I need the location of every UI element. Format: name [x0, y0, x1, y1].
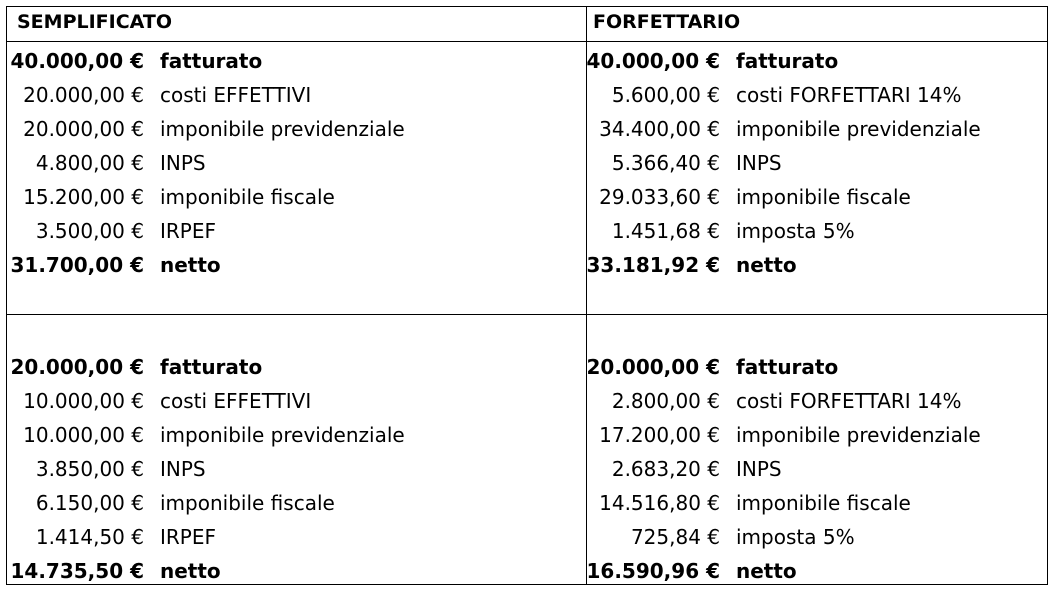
amount-value: 6.150,00 €: [35, 491, 144, 515]
amount-value: 14.516,80 €: [599, 491, 720, 515]
table-row: [583, 486, 1043, 520]
amount-value: 5.600,00 €: [611, 83, 720, 107]
amount-value: 16.590,96 €: [586, 559, 720, 583]
row-label: INPS: [736, 151, 782, 175]
table-row: [7, 384, 567, 418]
amount-value: 15.200,00 €: [23, 185, 144, 209]
row-label: costi EFFETTIVI: [160, 83, 312, 107]
header-semplificato: SEMPLIFICATO: [17, 11, 173, 33]
table-row: [583, 418, 1043, 452]
row-label: INPS: [736, 457, 782, 481]
table-row: [7, 180, 567, 214]
amount-value: 10.000,00 €: [23, 389, 144, 413]
row-label: netto: [160, 559, 221, 583]
amount-value: 40.000,00 €: [586, 49, 720, 73]
row-label: imponibile fiscale: [160, 185, 335, 209]
block-forfettario-40000: [583, 44, 1043, 282]
amount-value: 1.451,68 €: [611, 219, 720, 243]
row-label: costi EFFETTIVI: [160, 389, 312, 413]
block-forfettario-20000: [583, 350, 1043, 588]
amount-value: 2.800,00 €: [611, 389, 720, 413]
amount-value: 40.000,00 €: [10, 49, 144, 73]
section-divider: [7, 314, 1047, 315]
row-label: costi FORFETTARI 14%: [736, 83, 962, 107]
table-row: [7, 350, 567, 384]
amount-value: 2.683,20 €: [611, 457, 720, 481]
row-label: INPS: [160, 151, 206, 175]
row-label: imposta 5%: [736, 525, 855, 549]
row-label: imponibile fiscale: [736, 185, 911, 209]
amount-value: 20.000,00 €: [23, 83, 144, 107]
comparison-table: [6, 6, 1048, 585]
table-row: [7, 78, 567, 112]
table-row: [583, 350, 1043, 384]
row-label: IRPEF: [160, 219, 216, 243]
amount-value: 31.700,00 €: [10, 253, 144, 277]
block-semplificato-20000: [7, 350, 567, 588]
table-row: [583, 44, 1043, 78]
amount-value: 4.800,00 €: [35, 151, 144, 175]
row-label: netto: [736, 253, 797, 277]
table-row: [7, 520, 567, 554]
amount-value: 3.500,00 €: [35, 219, 144, 243]
amount-value: 20.000,00 €: [23, 117, 144, 141]
table-row: [7, 418, 567, 452]
table-row: [583, 554, 1043, 588]
row-label: imponibile fiscale: [160, 491, 335, 515]
amount-value: 10.000,00 €: [23, 423, 144, 447]
row-label: IRPEF: [160, 525, 216, 549]
table-row: [583, 180, 1043, 214]
row-label: fatturato: [160, 49, 263, 73]
table-row: [583, 452, 1043, 486]
table-row: [7, 486, 567, 520]
row-label: imponibile previdenziale: [160, 117, 405, 141]
row-label: netto: [160, 253, 221, 277]
amount-value: 34.400,00 €: [599, 117, 720, 141]
table-row: [7, 146, 567, 180]
header-divider: [7, 41, 1047, 42]
amount-value: 1.414,50 €: [35, 525, 144, 549]
row-label: fatturato: [160, 355, 263, 379]
table-row: [583, 248, 1043, 282]
table-row: [7, 214, 567, 248]
table-row: [583, 214, 1043, 248]
table-row: [7, 112, 567, 146]
row-label: imposta 5%: [736, 219, 855, 243]
table-row: [7, 452, 567, 486]
amount-value: 17.200,00 €: [599, 423, 720, 447]
row-label: imponibile previdenziale: [736, 117, 981, 141]
row-label: imponibile fiscale: [736, 491, 911, 515]
amount-value: 5.366,40 €: [611, 151, 720, 175]
table-row: [7, 554, 567, 588]
row-label: imponibile previdenziale: [160, 423, 405, 447]
header-forfettario: FORFETTARIO: [593, 11, 741, 33]
amount-value: 20.000,00 €: [10, 355, 144, 379]
row-label: fatturato: [736, 49, 839, 73]
row-label: INPS: [160, 457, 206, 481]
amount-value: 20.000,00 €: [586, 355, 720, 379]
amount-value: 29.033,60 €: [599, 185, 720, 209]
amount-value: 33.181,92 €: [586, 253, 720, 277]
amount-value: 14.735,50 €: [10, 559, 144, 583]
amount-value: 725,84 €: [630, 525, 720, 549]
row-label: costi FORFETTARI 14%: [736, 389, 962, 413]
block-semplificato-40000: [7, 44, 567, 282]
table-row: [7, 248, 567, 282]
table-row: [583, 78, 1043, 112]
table-row: [583, 146, 1043, 180]
row-label: imponibile previdenziale: [736, 423, 981, 447]
row-label: fatturato: [736, 355, 839, 379]
table-row: [583, 384, 1043, 418]
row-label: netto: [736, 559, 797, 583]
table-row: [7, 44, 567, 78]
table-row: [583, 112, 1043, 146]
table-row: [583, 520, 1043, 554]
amount-value: 3.850,00 €: [35, 457, 144, 481]
